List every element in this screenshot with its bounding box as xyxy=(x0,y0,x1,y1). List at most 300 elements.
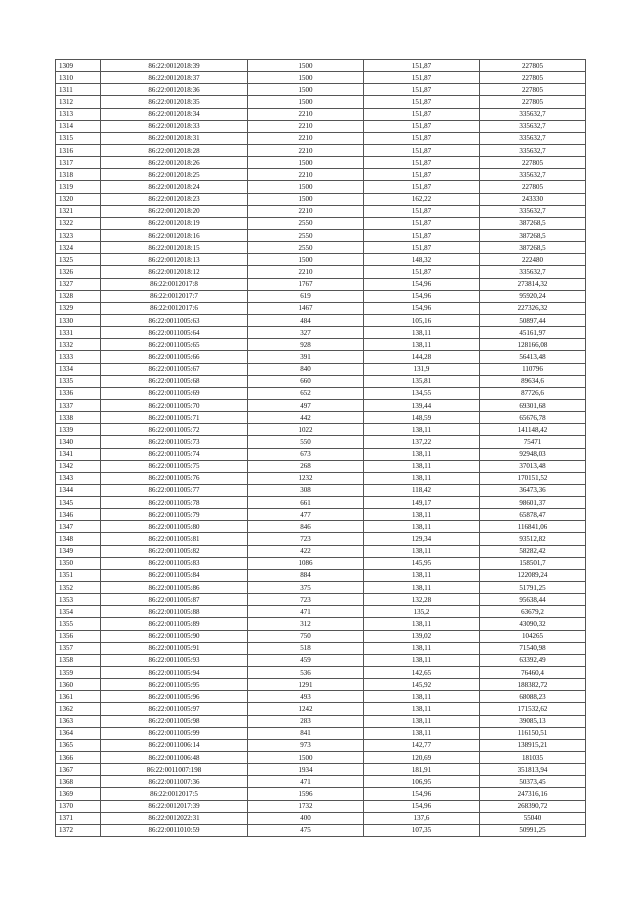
total-value-cell: 122089,24 xyxy=(480,569,586,581)
row-number-cell: 1343 xyxy=(56,472,101,484)
total-value-cell: 273814,32 xyxy=(480,278,586,290)
unit-value-cell: 138,11 xyxy=(364,642,480,654)
table-row xyxy=(56,545,586,557)
area-cell: 327 xyxy=(248,327,364,339)
cadastral-number-cell: 86:22:0012018:13 xyxy=(101,254,248,266)
unit-value-cell: 138,11 xyxy=(364,703,480,715)
total-value-cell: 98601,37 xyxy=(480,497,586,509)
table-row xyxy=(56,533,586,545)
total-value-cell: 71540,98 xyxy=(480,642,586,654)
unit-value-cell: 151,87 xyxy=(364,144,480,156)
row-number-cell: 1330 xyxy=(56,314,101,326)
total-value-cell: 351813,94 xyxy=(480,764,586,776)
area-cell: 841 xyxy=(248,727,364,739)
total-value-cell: 171532,62 xyxy=(480,703,586,715)
cadastral-number-cell: 86:22:0011005:75 xyxy=(101,460,248,472)
row-number-cell: 1341 xyxy=(56,448,101,460)
table-row xyxy=(56,776,586,788)
area-cell: 1242 xyxy=(248,703,364,715)
cadastral-number-cell: 86:22:0011005:78 xyxy=(101,497,248,509)
total-value-cell: 227326,32 xyxy=(480,302,586,314)
cadastral-number-cell: 86:22:0012017:5 xyxy=(101,788,248,800)
unit-value-cell: 148,59 xyxy=(364,412,480,424)
total-value-cell: 93512,82 xyxy=(480,533,586,545)
area-cell: 661 xyxy=(248,497,364,509)
area-cell: 422 xyxy=(248,545,364,557)
unit-value-cell: 149,17 xyxy=(364,497,480,509)
table-row xyxy=(56,630,586,642)
unit-value-cell: 118,42 xyxy=(364,484,480,496)
table-row xyxy=(56,521,586,533)
row-number-cell: 1354 xyxy=(56,606,101,618)
unit-value-cell: 138,11 xyxy=(364,727,480,739)
total-value-cell: 65676,78 xyxy=(480,412,586,424)
cadastral-number-cell: 86:22:0011005:73 xyxy=(101,436,248,448)
unit-value-cell: 151,87 xyxy=(364,157,480,169)
cadastral-number-cell: 86:22:0012018:36 xyxy=(101,84,248,96)
unit-value-cell: 138,11 xyxy=(364,521,480,533)
cadastral-number-cell: 86:22:0011005:86 xyxy=(101,582,248,594)
row-number-cell: 1365 xyxy=(56,739,101,751)
table-row xyxy=(56,715,586,727)
area-cell: 884 xyxy=(248,569,364,581)
cadastral-number-cell: 86:22:0011005:77 xyxy=(101,484,248,496)
area-cell: 493 xyxy=(248,691,364,703)
total-value-cell: 51791,25 xyxy=(480,582,586,594)
table-row xyxy=(56,412,586,424)
row-number-cell: 1314 xyxy=(56,120,101,132)
unit-value-cell: 151,87 xyxy=(364,242,480,254)
table-row xyxy=(56,363,586,375)
unit-value-cell: 145,92 xyxy=(364,679,480,691)
row-number-cell: 1321 xyxy=(56,205,101,217)
unit-value-cell: 151,87 xyxy=(364,132,480,144)
total-value-cell: 116150,51 xyxy=(480,727,586,739)
cadastral-number-cell: 86:22:0012018:28 xyxy=(101,144,248,156)
table-row xyxy=(56,60,586,72)
total-value-cell: 335632,7 xyxy=(480,108,586,120)
table-row xyxy=(56,642,586,654)
row-number-cell: 1355 xyxy=(56,618,101,630)
total-value-cell: 76460,4 xyxy=(480,667,586,679)
row-number-cell: 1357 xyxy=(56,642,101,654)
unit-value-cell: 138,11 xyxy=(364,460,480,472)
total-value-cell: 227805 xyxy=(480,157,586,169)
table-row xyxy=(56,351,586,363)
cadastral-number-cell: 86:22:0012017:8 xyxy=(101,278,248,290)
unit-value-cell: 134,55 xyxy=(364,387,480,399)
total-value-cell: 68088,23 xyxy=(480,691,586,703)
unit-value-cell: 142,65 xyxy=(364,667,480,679)
unit-value-cell: 144,28 xyxy=(364,351,480,363)
row-number-cell: 1346 xyxy=(56,509,101,521)
table-row xyxy=(56,606,586,618)
cadastral-number-cell: 86:22:0011005:89 xyxy=(101,618,248,630)
cadastral-number-cell: 86:22:0012018:20 xyxy=(101,205,248,217)
area-cell: 391 xyxy=(248,351,364,363)
unit-value-cell: 137,6 xyxy=(364,812,480,824)
table-row xyxy=(56,472,586,484)
total-value-cell: 75471 xyxy=(480,436,586,448)
unit-value-cell: 138,11 xyxy=(364,715,480,727)
unit-value-cell: 135,2 xyxy=(364,606,480,618)
unit-value-cell: 106,95 xyxy=(364,776,480,788)
area-cell: 1500 xyxy=(248,84,364,96)
cadastral-number-cell: 86:22:0011005:71 xyxy=(101,412,248,424)
row-number-cell: 1370 xyxy=(56,800,101,812)
row-number-cell: 1348 xyxy=(56,533,101,545)
unit-value-cell: 138,11 xyxy=(364,569,480,581)
total-value-cell: 138915,21 xyxy=(480,739,586,751)
row-number-cell: 1366 xyxy=(56,752,101,764)
row-number-cell: 1344 xyxy=(56,484,101,496)
unit-value-cell: 151,87 xyxy=(364,96,480,108)
row-number-cell: 1351 xyxy=(56,569,101,581)
area-cell: 1934 xyxy=(248,764,364,776)
area-cell: 2210 xyxy=(248,120,364,132)
total-value-cell: 50373,45 xyxy=(480,776,586,788)
cadastral-number-cell: 86:22:0011005:95 xyxy=(101,679,248,691)
total-value-cell: 89634,6 xyxy=(480,375,586,387)
cadastral-number-cell: 86:22:0011005:68 xyxy=(101,375,248,387)
table-row xyxy=(56,169,586,181)
total-value-cell: 268390,72 xyxy=(480,800,586,812)
row-number-cell: 1350 xyxy=(56,557,101,569)
cadastral-number-cell: 86:22:0011005:90 xyxy=(101,630,248,642)
area-cell: 1232 xyxy=(248,472,364,484)
area-cell: 723 xyxy=(248,594,364,606)
row-number-cell: 1333 xyxy=(56,351,101,363)
row-number-cell: 1320 xyxy=(56,193,101,205)
table-row xyxy=(56,242,586,254)
unit-value-cell: 151,87 xyxy=(364,169,480,181)
row-number-cell: 1310 xyxy=(56,72,101,84)
area-cell: 1500 xyxy=(248,157,364,169)
area-cell: 846 xyxy=(248,521,364,533)
row-number-cell: 1326 xyxy=(56,266,101,278)
area-cell: 2210 xyxy=(248,266,364,278)
row-number-cell: 1368 xyxy=(56,776,101,788)
row-number-cell: 1353 xyxy=(56,594,101,606)
row-number-cell: 1336 xyxy=(56,387,101,399)
row-number-cell: 1328 xyxy=(56,290,101,302)
area-cell: 497 xyxy=(248,399,364,411)
cadastral-number-cell: 86:22:0012018:16 xyxy=(101,229,248,241)
cadastral-number-cell: 86:22:0012018:26 xyxy=(101,157,248,169)
unit-value-cell: 151,87 xyxy=(364,181,480,193)
area-cell: 928 xyxy=(248,339,364,351)
unit-value-cell: 151,87 xyxy=(364,60,480,72)
total-value-cell: 335632,7 xyxy=(480,120,586,132)
table-row xyxy=(56,497,586,509)
unit-value-cell: 139,02 xyxy=(364,630,480,642)
area-cell: 1596 xyxy=(248,788,364,800)
total-value-cell: 188382,72 xyxy=(480,679,586,691)
unit-value-cell: 151,87 xyxy=(364,217,480,229)
cadastral-number-cell: 86:22:0012018:15 xyxy=(101,242,248,254)
table-row xyxy=(56,144,586,156)
total-value-cell: 387268,5 xyxy=(480,217,586,229)
table-row xyxy=(56,679,586,691)
table-row xyxy=(56,375,586,387)
area-cell: 400 xyxy=(248,812,364,824)
total-value-cell: 58282,42 xyxy=(480,545,586,557)
area-cell: 1467 xyxy=(248,302,364,314)
table-row xyxy=(56,812,586,824)
area-cell: 1500 xyxy=(248,254,364,266)
unit-value-cell: 138,11 xyxy=(364,618,480,630)
area-cell: 2210 xyxy=(248,132,364,144)
area-cell: 723 xyxy=(248,533,364,545)
table-row xyxy=(56,266,586,278)
row-number-cell: 1364 xyxy=(56,727,101,739)
total-value-cell: 141148,42 xyxy=(480,424,586,436)
unit-value-cell: 135,81 xyxy=(364,375,480,387)
row-number-cell: 1317 xyxy=(56,157,101,169)
total-value-cell: 104265 xyxy=(480,630,586,642)
total-value-cell: 170151,52 xyxy=(480,472,586,484)
area-cell: 1500 xyxy=(248,752,364,764)
row-number-cell: 1335 xyxy=(56,375,101,387)
unit-value-cell: 148,32 xyxy=(364,254,480,266)
area-cell: 442 xyxy=(248,412,364,424)
area-cell: 840 xyxy=(248,363,364,375)
total-value-cell: 335632,7 xyxy=(480,132,586,144)
total-value-cell: 243330 xyxy=(480,193,586,205)
row-number-cell: 1337 xyxy=(56,399,101,411)
row-number-cell: 1367 xyxy=(56,764,101,776)
cadastral-number-cell: 86:22:0011005:94 xyxy=(101,667,248,679)
table-row xyxy=(56,654,586,666)
table-row xyxy=(56,314,586,326)
unit-value-cell: 138,11 xyxy=(364,472,480,484)
unit-value-cell: 138,11 xyxy=(364,545,480,557)
cadastral-number-cell: 86:22:0011005:91 xyxy=(101,642,248,654)
cadastral-number-cell: 86:22:0011010:59 xyxy=(101,824,248,836)
row-number-cell: 1340 xyxy=(56,436,101,448)
unit-value-cell: 154,96 xyxy=(364,290,480,302)
table-row xyxy=(56,582,586,594)
cadastral-number-cell: 86:22:0011005:69 xyxy=(101,387,248,399)
table-row xyxy=(56,436,586,448)
table-row xyxy=(56,618,586,630)
unit-value-cell: 154,96 xyxy=(364,800,480,812)
cadastral-number-cell: 86:22:0011005:84 xyxy=(101,569,248,581)
table-row xyxy=(56,739,586,751)
row-number-cell: 1371 xyxy=(56,812,101,824)
cadastral-number-cell: 86:22:0011005:83 xyxy=(101,557,248,569)
total-value-cell: 335632,7 xyxy=(480,144,586,156)
row-number-cell: 1345 xyxy=(56,497,101,509)
cadastral-number-cell: 86:22:0012017:39 xyxy=(101,800,248,812)
table-row xyxy=(56,193,586,205)
table-row xyxy=(56,703,586,715)
table-row xyxy=(56,217,586,229)
area-cell: 619 xyxy=(248,290,364,302)
row-number-cell: 1324 xyxy=(56,242,101,254)
unit-value-cell: 151,87 xyxy=(364,266,480,278)
cadastral-number-cell: 86:22:0011006:14 xyxy=(101,739,248,751)
row-number-cell: 1319 xyxy=(56,181,101,193)
cadastral-number-cell: 86:22:0012018:23 xyxy=(101,193,248,205)
unit-value-cell: 132,28 xyxy=(364,594,480,606)
cadastral-number-cell: 86:22:0011007:198 xyxy=(101,764,248,776)
table-row xyxy=(56,764,586,776)
row-number-cell: 1331 xyxy=(56,327,101,339)
unit-value-cell: 162,22 xyxy=(364,193,480,205)
area-cell: 268 xyxy=(248,460,364,472)
row-number-cell: 1352 xyxy=(56,582,101,594)
total-value-cell: 116841,06 xyxy=(480,521,586,533)
row-number-cell: 1311 xyxy=(56,84,101,96)
row-number-cell: 1334 xyxy=(56,363,101,375)
area-cell: 2210 xyxy=(248,108,364,120)
table-row xyxy=(56,727,586,739)
cadastral-number-cell: 86:22:0011005:93 xyxy=(101,654,248,666)
cadastral-number-cell: 86:22:0012018:19 xyxy=(101,217,248,229)
row-number-cell: 1312 xyxy=(56,96,101,108)
unit-value-cell: 107,35 xyxy=(364,824,480,836)
row-number-cell: 1309 xyxy=(56,60,101,72)
unit-value-cell: 138,11 xyxy=(364,654,480,666)
area-cell: 1500 xyxy=(248,181,364,193)
cadastral-number-cell: 86:22:0011005:99 xyxy=(101,727,248,739)
total-value-cell: 43090,32 xyxy=(480,618,586,630)
unit-value-cell: 151,87 xyxy=(364,120,480,132)
total-value-cell: 92948,03 xyxy=(480,448,586,460)
unit-value-cell: 151,87 xyxy=(364,72,480,84)
area-cell: 550 xyxy=(248,436,364,448)
area-cell: 1500 xyxy=(248,60,364,72)
total-value-cell: 55040 xyxy=(480,812,586,824)
area-cell: 471 xyxy=(248,606,364,618)
table-row xyxy=(56,132,586,144)
row-number-cell: 1323 xyxy=(56,229,101,241)
total-value-cell: 158501,7 xyxy=(480,557,586,569)
cadastral-number-cell: 86:22:0011005:70 xyxy=(101,399,248,411)
cadastral-number-cell: 86:22:0011005:96 xyxy=(101,691,248,703)
row-number-cell: 1325 xyxy=(56,254,101,266)
row-number-cell: 1372 xyxy=(56,824,101,836)
area-cell: 660 xyxy=(248,375,364,387)
total-value-cell: 69301,68 xyxy=(480,399,586,411)
unit-value-cell: 151,87 xyxy=(364,205,480,217)
total-value-cell: 36473,36 xyxy=(480,484,586,496)
area-cell: 973 xyxy=(248,739,364,751)
cadastral-number-cell: 86:22:0012018:31 xyxy=(101,132,248,144)
area-cell: 750 xyxy=(248,630,364,642)
area-cell: 471 xyxy=(248,776,364,788)
area-cell: 283 xyxy=(248,715,364,727)
row-number-cell: 1329 xyxy=(56,302,101,314)
area-cell: 484 xyxy=(248,314,364,326)
unit-value-cell: 138,11 xyxy=(364,691,480,703)
total-value-cell: 335632,7 xyxy=(480,169,586,181)
unit-value-cell: 154,96 xyxy=(364,788,480,800)
table-row xyxy=(56,509,586,521)
cadastral-number-cell: 86:22:0012018:34 xyxy=(101,108,248,120)
row-number-cell: 1360 xyxy=(56,679,101,691)
table-row xyxy=(56,327,586,339)
cadastral-number-cell: 86:22:0012018:12 xyxy=(101,266,248,278)
total-value-cell: 181035 xyxy=(480,752,586,764)
area-cell: 375 xyxy=(248,582,364,594)
row-number-cell: 1361 xyxy=(56,691,101,703)
table-row xyxy=(56,752,586,764)
unit-value-cell: 151,87 xyxy=(364,108,480,120)
cadastral-number-cell: 86:22:0012018:37 xyxy=(101,72,248,84)
total-value-cell: 95920,24 xyxy=(480,290,586,302)
row-number-cell: 1315 xyxy=(56,132,101,144)
total-value-cell: 227805 xyxy=(480,84,586,96)
total-value-cell: 45161,97 xyxy=(480,327,586,339)
table-row xyxy=(56,157,586,169)
table-row xyxy=(56,181,586,193)
total-value-cell: 227805 xyxy=(480,72,586,84)
table-row xyxy=(56,254,586,266)
table-row xyxy=(56,229,586,241)
cadastral-number-cell: 86:22:0012018:24 xyxy=(101,181,248,193)
area-cell: 2550 xyxy=(248,217,364,229)
table-row xyxy=(56,667,586,679)
unit-value-cell: 138,11 xyxy=(364,339,480,351)
area-cell: 2210 xyxy=(248,169,364,181)
row-number-cell: 1362 xyxy=(56,703,101,715)
total-value-cell: 227805 xyxy=(480,96,586,108)
table-row xyxy=(56,824,586,836)
row-number-cell: 1359 xyxy=(56,667,101,679)
total-value-cell: 227805 xyxy=(480,60,586,72)
total-value-cell: 387268,5 xyxy=(480,242,586,254)
table-row xyxy=(56,484,586,496)
area-cell: 1500 xyxy=(248,96,364,108)
area-cell: 1086 xyxy=(248,557,364,569)
cadastral-number-cell: 86:22:0012017:6 xyxy=(101,302,248,314)
table-row xyxy=(56,788,586,800)
row-number-cell: 1363 xyxy=(56,715,101,727)
table-row xyxy=(56,72,586,84)
total-value-cell: 335632,7 xyxy=(480,205,586,217)
total-value-cell: 110796 xyxy=(480,363,586,375)
unit-value-cell: 154,96 xyxy=(364,302,480,314)
unit-value-cell: 145,95 xyxy=(364,557,480,569)
area-cell: 536 xyxy=(248,667,364,679)
cadastral-value-table xyxy=(55,59,586,837)
row-number-cell: 1358 xyxy=(56,654,101,666)
cadastral-number-cell: 86:22:0011005:64 xyxy=(101,327,248,339)
area-cell: 475 xyxy=(248,824,364,836)
cadastral-number-cell: 86:22:0011005:80 xyxy=(101,521,248,533)
row-number-cell: 1342 xyxy=(56,460,101,472)
table-row xyxy=(56,448,586,460)
total-value-cell: 387268,5 xyxy=(480,229,586,241)
row-number-cell: 1313 xyxy=(56,108,101,120)
table-row xyxy=(56,120,586,132)
area-cell: 1022 xyxy=(248,424,364,436)
cadastral-number-cell: 86:22:0011005:74 xyxy=(101,448,248,460)
area-cell: 1291 xyxy=(248,679,364,691)
unit-value-cell: 151,87 xyxy=(364,229,480,241)
unit-value-cell: 131,9 xyxy=(364,363,480,375)
table-row xyxy=(56,691,586,703)
total-value-cell: 39085,13 xyxy=(480,715,586,727)
total-value-cell: 50897,44 xyxy=(480,314,586,326)
total-value-cell: 87726,6 xyxy=(480,387,586,399)
row-number-cell: 1318 xyxy=(56,169,101,181)
unit-value-cell: 138,11 xyxy=(364,582,480,594)
table-row xyxy=(56,205,586,217)
cadastral-number-cell: 86:22:0011005:98 xyxy=(101,715,248,727)
